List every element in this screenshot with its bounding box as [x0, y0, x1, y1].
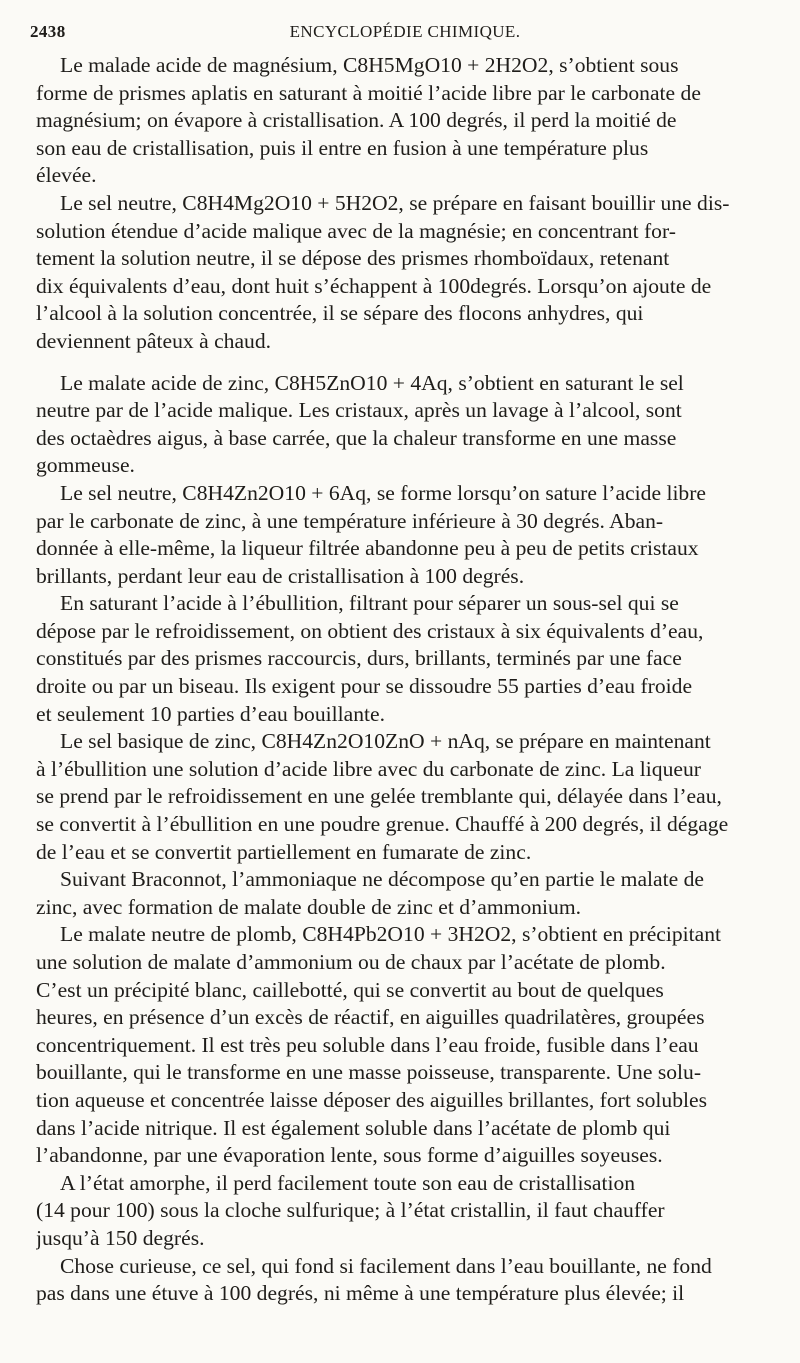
text-line: tion aqueuse et concentrée laisse déposer des aiguilles brillantes, fort solubles: [36, 1087, 707, 1112]
text-line: heures, en présence d’un excès de réactif, en aiguilles quadrilatères, groupées: [36, 1005, 705, 1030]
text-line: tement la solution neutre, il se dépose des prismes rhomboïdaux, retenant: [36, 246, 670, 271]
text-line: Chose curieuse, ce sel, qui fond si facilement dans l’eau bouillante, ne fond: [60, 1253, 712, 1278]
text-line: A l’état amorphe, il perd facilement toute son eau de cristallisation: [60, 1170, 636, 1195]
text-line: pas dans une étuve à 100 degrés, ni même à une température plus élevée; il: [36, 1281, 685, 1306]
text-line: gommeuse.: [36, 453, 135, 478]
text-line: droite ou par un biseau. Ils exigent pour se dissoudre 55 parties d’eau froide: [36, 674, 693, 699]
text-line: son eau de cristallisation, puis il entre en fusion à une température plus: [36, 135, 649, 160]
text-line: par le carbonate de zinc, à une température inférieure à 30 degrés. Aban-: [36, 508, 664, 533]
text-line: donnée à elle-même, la liqueur filtrée abandonne peu à peu de petits cristaux: [36, 536, 699, 561]
text-line: Le sel neutre, C8H4Mg2O10 + 5H2O2, se prépare en faisant bouillir une dis-: [60, 190, 730, 215]
text-line: magnésium; on évapore à cristallisation. A 100 degrés, il perd la moitié de: [36, 108, 677, 133]
text-line: Le sel neutre, C8H4Zn2O10 + 6Aq, se forme lorsqu’on sature l’acide libre: [60, 480, 707, 505]
text-line: constitués par des prismes raccourcis, durs, brillants, terminés par une face: [36, 646, 682, 671]
page-number: 2438: [30, 22, 66, 41]
text-line: à l’ébullition une solution d’acide libre avec du carbonate de zinc. La liqueur: [36, 756, 701, 781]
text-line: élevée.: [36, 163, 97, 188]
text-line: et seulement 10 parties d’eau bouillante.: [36, 701, 385, 726]
text-line: se prend par le refroidissement en une gelée tremblante qui, délayée dans l’eau,: [36, 784, 722, 809]
text-line: dix équivalents d’eau, dont huit s’échappent à 100degrés. Lorsqu’on ajoute de: [36, 273, 712, 298]
text-line: forme de prismes aplatis en saturant à moitié l’acide libre par le carbonate de: [36, 80, 701, 105]
text-line: des octaèdres aigus, à base carrée, que la chaleur transforme en une masse: [36, 425, 677, 450]
text-line: deviennent pâteux à chaud.: [36, 328, 272, 353]
text-line: solution étendue d’acide malique avec de la magnésie; en concentrant for-: [36, 218, 676, 243]
text-line: dans l’acide nitrique. Il est également soluble dans l’acétate de plomb qui: [36, 1115, 671, 1140]
text-line: Suivant Braconnot, l’ammoniaque ne décompose qu’en partie le malate de: [60, 867, 704, 892]
page-header: [30, 22, 780, 48]
text-line: neutre par de l’acide malique. Les cristaux, après un lavage à l’alcool, sont: [36, 398, 682, 423]
text-line: l’abandonne, par une évaporation lente, sous forme d’aiguilles soyeuses.: [36, 1143, 663, 1168]
text-line: l’alcool à la solution concentrée, il se sépare des flocons anhydres, qui: [36, 301, 644, 326]
text-line: Le malate neutre de plomb, C8H4Pb2O10 + 3H2O2, s’obtient en précipitant: [60, 922, 722, 947]
text-line: Le sel basique de zinc, C8H4Zn2O10ZnO + nAq, se prépare en maintenant: [60, 729, 711, 754]
body-text: [36, 52, 770, 1308]
text-line: En saturant l’acide à l’ébullition, filtrant pour séparer un sous-sel qui se: [60, 591, 679, 616]
text-line: de l’eau et se convertit partiellement en fumarate de zinc.: [36, 839, 532, 864]
text-line: (14 pour 100) sous la cloche sulfurique; à l’état cristallin, il faut chauffer: [36, 1198, 665, 1223]
text-line: jusqu’à 150 degrés.: [36, 1225, 205, 1250]
text-line: bouillante, qui le transforme en une masse poisseuse, transparente. Une solu-: [36, 1060, 702, 1085]
text-line: Le malate acide de zinc, C8H5ZnO10 + 4Aq, s’obtient en saturant le sel: [60, 370, 684, 395]
running-title: ENCYCLOPÉDIE CHIMIQUE.: [289, 22, 521, 41]
text-line: C’est un précipité blanc, caillebotté, qui se convertit au bout de quelques: [36, 977, 664, 1002]
text-line: dépose par le refroidissement, on obtient des cristaux à six équivalents d’eau,: [36, 618, 704, 643]
text-line: concentriquement. Il est très peu soluble dans l’eau froide, fusible dans l’eau: [36, 1032, 699, 1057]
text-line: zinc, avec formation de malate double de zinc et d’ammonium.: [36, 894, 582, 919]
text-line: une solution de malate d’ammonium ou de chaux par l’acétate de plomb.: [36, 950, 666, 974]
text-line: brillants, perdant leur eau de cristallisation à 100 degrés.: [36, 563, 525, 588]
paragraph-gap: [36, 356, 770, 370]
text-line: se convertit à l’ébullition en une poudre grenue. Chauffé à 200 degrés, il dégage: [36, 812, 729, 837]
text-line: Le malade acide de magnésium, C8H5MgO10 + 2H2O2, s’obtient sous: [60, 53, 679, 77]
